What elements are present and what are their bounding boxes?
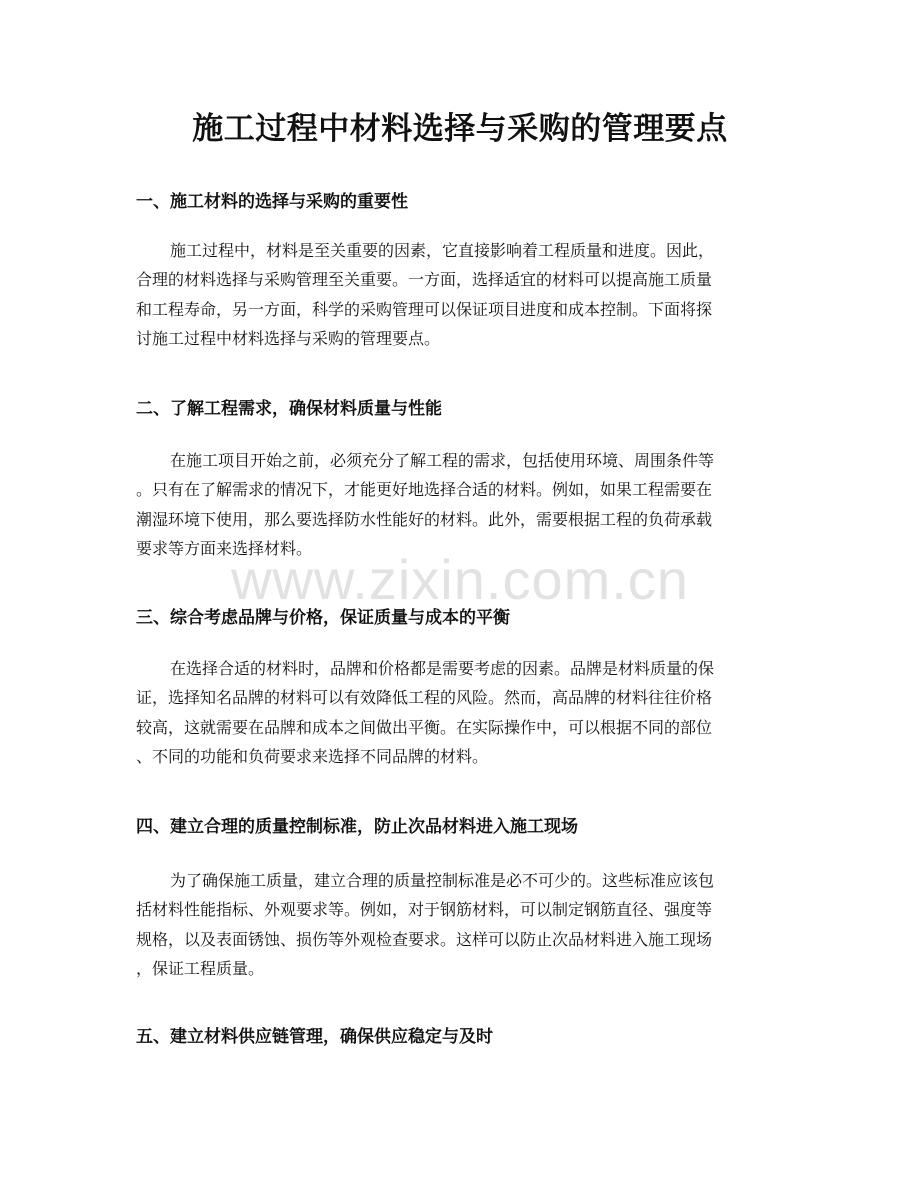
paragraph-line: 和工程寿命，另一方面，科学的采购管理可以保证项目进度和成本控制。下面将探: [136, 299, 713, 319]
paragraph-line: 讨施工过程中材料选择与采购的管理要点。: [136, 328, 441, 348]
paragraph-line: ，保证工程质量。: [136, 958, 265, 978]
paragraph-line: 括材料性能指标、外观要求等。例如，对于钢筋材料，可以制定钢筋直径、强度等: [136, 900, 713, 920]
paragraph-line: 合理的材料选择与采购管理至关重要。一方面，选择适宜的材料可以提高施工质量: [136, 270, 713, 290]
section-heading-1: 一、施工材料的选择与采购的重要性: [136, 192, 408, 212]
paragraph-line: 在选择合适的材料时，品牌和价格都是需要考虑的因素。品牌是材料质量的保: [170, 659, 715, 678]
section-paragraph-4: [136, 866, 788, 983]
watermark: www.zixin.com.cn: [231, 548, 689, 611]
paragraph-line: 。只有在了解需求的情况下，才能更好地选择合适的材料。例如，如果工程需要在: [136, 480, 713, 500]
section-heading-3: 三、综合考虑品牌与价格，保证质量与成本的平衡: [136, 608, 510, 628]
paragraph-line: 潮湿环境下使用，那么要选择防水性能好的材料。此外，需要根据工程的负荷承载: [136, 509, 713, 529]
paragraph-line: 要求等方面来选择材料。: [136, 538, 313, 558]
paragraph-line: 较高，这就需要在品牌和成本之间做出平衡。在实际操作中，可以根据不同的部位: [136, 717, 713, 737]
document-title: 施工过程中材料选择与采购的管理要点: [192, 111, 728, 147]
section-heading-4: 四、建立合理的质量控制标准，防止次品材料进入施工现场: [136, 817, 578, 837]
paragraph-line: 规格，以及表面锈蚀、损伤等外观检查要求。这样可以防止次品材料进入施工现场: [136, 929, 713, 949]
section-heading-5: 五、建立材料供应链管理，确保供应稳定与及时: [136, 1027, 493, 1047]
paragraph-line: 、不同的功能和负荷要求来选择不同品牌的材料。: [136, 746, 489, 766]
section-paragraph-2: [136, 446, 788, 563]
section-heading-2: 二、了解工程需求，确保材料质量与性能: [136, 399, 442, 419]
paragraph-line: 证，选择知名品牌的材料可以有效降低工程的风险。然而，高品牌的材料往往价格: [136, 688, 713, 708]
paragraph-line: 在施工项目开始之前，必须充分了解工程的需求，包括使用环境、周围条件等: [170, 451, 715, 470]
section-paragraph-3: [136, 654, 788, 771]
paragraph-line: 施工过程中，材料是至关重要的因素，它直接影响着工程质量和进度。因此，: [170, 241, 715, 260]
paragraph-line: 为了确保施工质量，建立合理的质量控制标准是必不可少的。这些标准应该包: [170, 871, 715, 890]
section-paragraph-1: [136, 236, 788, 353]
